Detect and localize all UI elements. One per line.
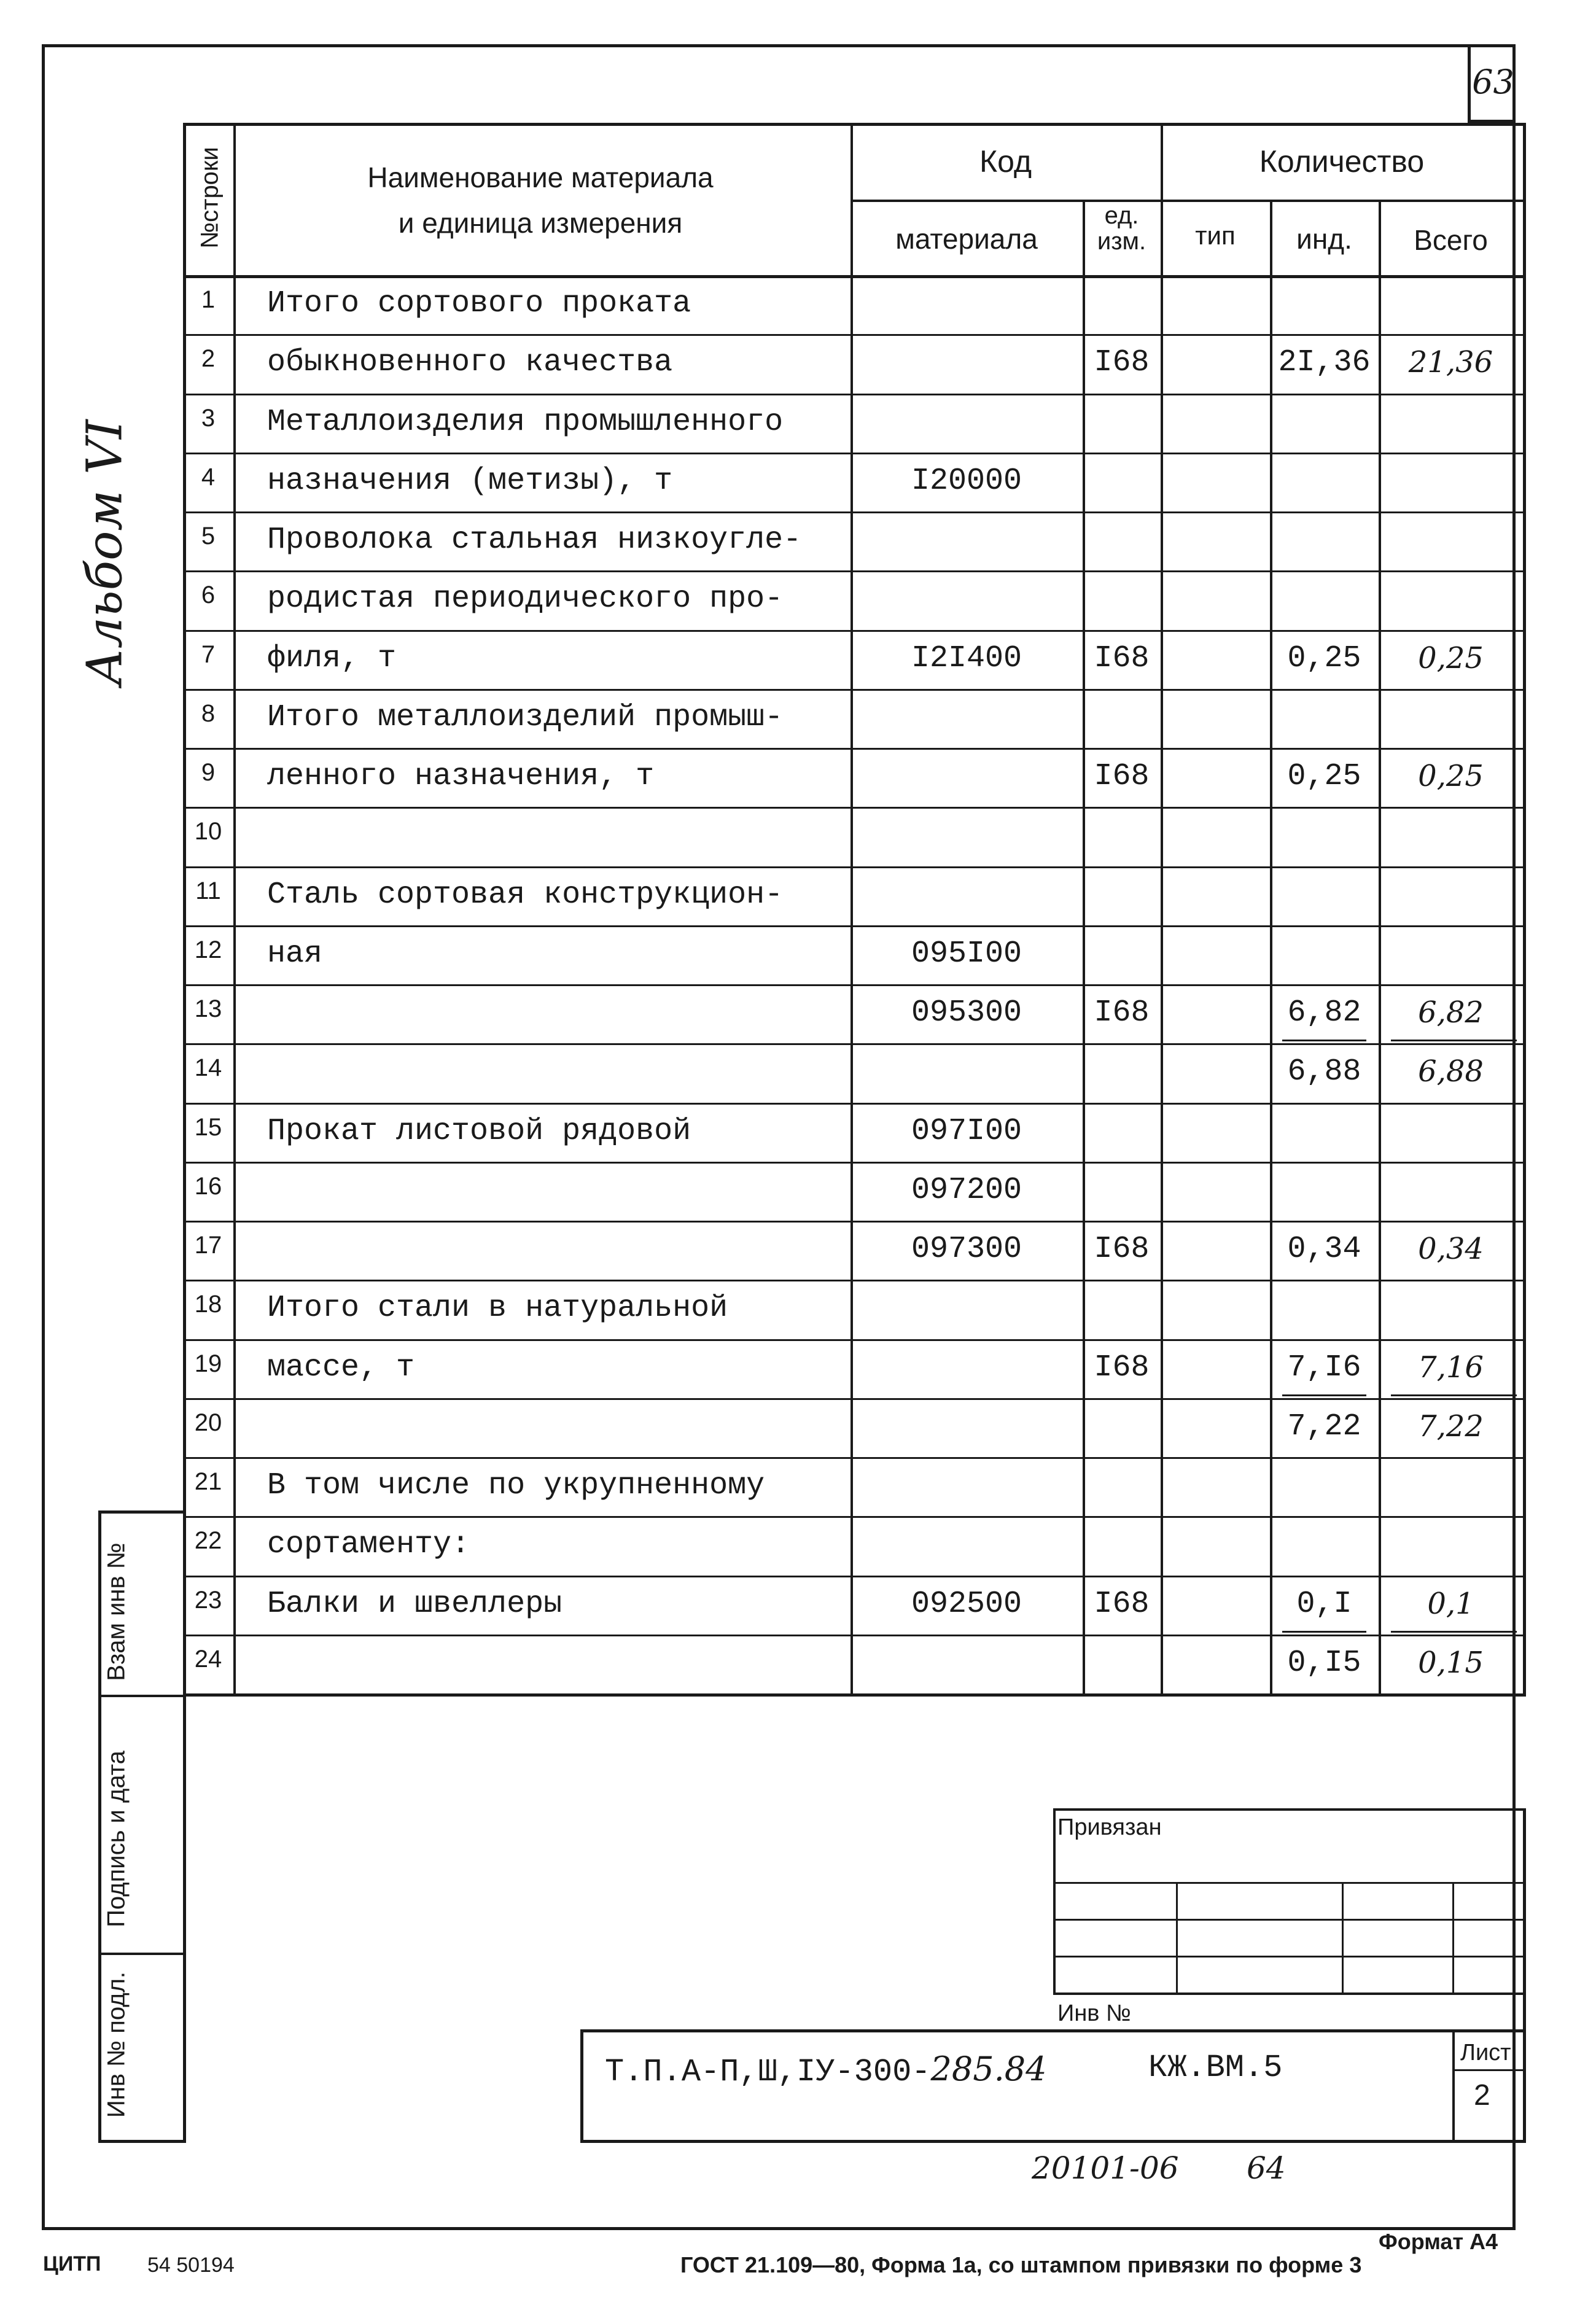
row-line	[183, 1221, 1523, 1223]
row-number: 7	[201, 640, 216, 668]
row-number: 21	[194, 1468, 222, 1495]
header-type: тип	[1195, 221, 1236, 250]
row-line	[183, 1162, 1523, 1164]
row-number: 24	[194, 1645, 222, 1673]
row-line	[183, 394, 1523, 395]
title-block-top	[580, 2029, 1523, 2032]
stamp-inv-no: Инв №	[1057, 2000, 1131, 2026]
row-unit: I68	[1094, 1350, 1150, 1385]
row-name: Металлоизделия промышленного	[267, 404, 784, 440]
row-code: 097I00	[911, 1113, 1022, 1149]
row-number: 20	[194, 1409, 222, 1436]
row-name: Сталь сортовая конструкцион-	[267, 877, 784, 912]
row-total: 21,36	[1408, 345, 1493, 380]
header-total: Всего	[1414, 224, 1488, 256]
row-unit: I68	[1094, 1232, 1150, 1267]
row-number: 12	[194, 936, 222, 963]
stamp-right	[1523, 1808, 1526, 2143]
row-line	[183, 748, 1523, 750]
row-code: 095300	[911, 995, 1022, 1030]
page-number: 63	[1468, 44, 1516, 123]
row-line	[183, 984, 1523, 986]
row-line	[183, 1398, 1523, 1400]
header-code: Код	[979, 144, 1032, 179]
row-name: Итого сортового проката	[267, 286, 691, 321]
row-ind: 0,I5	[1287, 1645, 1361, 1681]
row-unit: I68	[1094, 995, 1150, 1030]
side-strip-divider	[98, 1953, 183, 1955]
row-line	[183, 1457, 1523, 1459]
header-material: материала	[895, 223, 1038, 255]
header-unit: ед. изм.	[1097, 202, 1146, 255]
row-line	[183, 1576, 1523, 1577]
value-underline	[1282, 1631, 1366, 1633]
row-name: родистая периодического про-	[267, 581, 784, 617]
row-code: I2I400	[911, 640, 1022, 676]
row-code: 095I00	[911, 936, 1022, 971]
side-label-inv-podl: Инв № подл.	[103, 1971, 130, 2118]
row-number: 4	[201, 463, 216, 491]
footer-order: 54 50194	[147, 2253, 235, 2277]
stamp-col	[1176, 1882, 1178, 1992]
row-code: I20000	[911, 463, 1022, 499]
row-number: 10	[194, 818, 222, 846]
row-name: Проволока стальная низкоугле-	[267, 523, 802, 558]
column-line	[1270, 200, 1272, 1693]
ref-number: 20101-06	[1032, 2150, 1179, 2186]
row-name: Балки и швеллеры	[267, 1586, 562, 1622]
row-line	[183, 925, 1523, 927]
row-total: 7,16	[1418, 1350, 1484, 1385]
header-bottom-line	[183, 275, 1523, 278]
row-line	[183, 511, 1523, 513]
column-line	[1083, 200, 1085, 1693]
row-unit: I68	[1094, 759, 1150, 794]
stamp-col	[1342, 1882, 1344, 1992]
side-strip-bottom	[98, 2140, 183, 2143]
row-total: 0,25	[1418, 759, 1484, 793]
designation-prefix: Т.П.А-П,Ш,IУ-300-	[605, 2054, 931, 2090]
row-total: 0,15	[1418, 1645, 1484, 1680]
row-total: 0,25	[1418, 640, 1484, 675]
row-ind: 6,82	[1287, 995, 1361, 1030]
column-line	[1379, 200, 1381, 1693]
row-number: 17	[194, 1232, 222, 1259]
row-number: 19	[194, 1350, 222, 1377]
row-code: 092500	[911, 1586, 1022, 1622]
stamp-list-value: 2	[1474, 2079, 1490, 2112]
title-block-bottom	[580, 2140, 1523, 2143]
side-label-signature: Подпись и дата	[103, 1751, 130, 1927]
row-line	[183, 334, 1523, 336]
stamp-left	[1053, 1808, 1056, 1992]
row-name: сортаменту:	[267, 1527, 470, 1563]
side-strip-right	[183, 1693, 186, 2143]
row-number: 11	[195, 877, 221, 904]
row-number: 9	[201, 759, 216, 786]
row-number: 14	[194, 1054, 222, 1082]
title-block-left	[580, 2029, 583, 2141]
table-right-border	[1523, 123, 1526, 1693]
footer-org: ЦИТП	[43, 2252, 101, 2276]
row-number: 16	[194, 1172, 222, 1200]
value-underline	[1282, 1394, 1366, 1396]
row-line	[183, 1280, 1523, 1281]
row-ind: 2I,36	[1278, 345, 1371, 381]
title-block-col	[1452, 2029, 1455, 2141]
row-total: 7,22	[1418, 1409, 1484, 1444]
row-number: 2	[201, 345, 216, 373]
row-ind: 7,I6	[1287, 1350, 1361, 1385]
row-name: обыкновенного качества	[267, 345, 673, 381]
row-number: 3	[201, 404, 216, 432]
row-code: 097300	[911, 1232, 1022, 1267]
row-line	[183, 1103, 1523, 1105]
row-number: 22	[194, 1527, 222, 1555]
row-number: 6	[201, 581, 216, 609]
row-name: назначения (метизы), т	[267, 463, 673, 499]
row-line	[183, 1043, 1523, 1045]
stamp-list-label: Лист	[1460, 2040, 1511, 2066]
row-total: 0,34	[1418, 1232, 1484, 1266]
row-unit: I68	[1094, 345, 1150, 381]
row-number: 5	[201, 523, 216, 550]
row-ind: 7,22	[1287, 1409, 1361, 1444]
header-name-line1: Наименование материала	[367, 161, 714, 193]
row-line	[183, 630, 1523, 632]
row-line	[183, 1635, 1523, 1636]
side-strip-divider	[98, 1695, 183, 1697]
row-name: В том числе по укрупненному	[267, 1468, 765, 1503]
stamp-col	[1452, 1882, 1454, 1992]
row-ind: 0,34	[1287, 1232, 1361, 1267]
row-ind: 0,I	[1296, 1586, 1352, 1622]
row-number: 18	[194, 1291, 222, 1318]
row-unit: I68	[1094, 640, 1150, 676]
row-line	[183, 1516, 1523, 1518]
row-line	[183, 453, 1523, 454]
row-number: 1	[201, 286, 216, 313]
stamp-mark: КЖ.ВМ.5	[1148, 2050, 1283, 2086]
header-ind: инд.	[1296, 223, 1352, 255]
row-total: 0,1	[1427, 1586, 1474, 1621]
side-strip-left	[98, 1510, 101, 2143]
row-ind: 6,88	[1287, 1054, 1361, 1090]
row-total: 6,82	[1418, 995, 1484, 1030]
row-line	[183, 807, 1523, 809]
stamp-designation	[605, 2050, 1046, 2090]
value-underline	[1391, 1040, 1517, 1041]
row-name: филя, т	[267, 640, 397, 676]
row-ind: 0,25	[1287, 640, 1361, 676]
header-mid-line	[851, 200, 1523, 202]
value-underline	[1391, 1631, 1517, 1633]
footer-format: Формат А4	[1379, 2229, 1498, 2254]
table-top-border	[183, 123, 1523, 126]
row-line	[183, 866, 1523, 868]
side-strip-top	[98, 1510, 183, 1514]
row-name: Итого металлоизделий промыш-	[267, 699, 784, 735]
row-name: ленного назначения, т	[267, 759, 655, 794]
ref-page: 64	[1247, 2150, 1286, 2186]
row-number: 23	[194, 1586, 222, 1614]
row-line	[183, 689, 1523, 691]
row-name: Прокат листовой рядовой	[267, 1113, 691, 1149]
row-line	[183, 1339, 1523, 1341]
footer-gost: ГОСТ 21.109—80, Форма 1а, со штампом привязки по форме 3	[680, 2252, 1362, 2277]
row-number: 15	[194, 1113, 222, 1141]
album-label: Альбом VI	[76, 419, 133, 686]
value-underline	[1391, 1394, 1517, 1396]
row-number: 13	[194, 995, 222, 1022]
row-name: Итого стали в натуральной	[267, 1291, 728, 1326]
title-block-list-line	[1452, 2069, 1523, 2071]
row-code: 097200	[911, 1172, 1022, 1208]
row-line	[183, 570, 1523, 572]
value-underline	[1282, 1040, 1366, 1041]
row-total: 6,88	[1418, 1054, 1484, 1089]
header-quantity: Количество	[1259, 144, 1425, 179]
designation-number: 285.84	[930, 2050, 1047, 2088]
stamp-top	[1053, 1808, 1523, 1811]
row-number: 8	[201, 699, 216, 727]
stamp-privyazan: Привязан	[1057, 1814, 1162, 1840]
row-name: ная	[267, 936, 323, 971]
header-row-number: №строки	[196, 147, 224, 249]
row-unit: I68	[1094, 1586, 1150, 1622]
table-bottom-border	[183, 1693, 1526, 1697]
row-name: массе, т	[267, 1350, 415, 1385]
header-name-line2: и единица измерения	[398, 207, 683, 239]
stamp-line	[1053, 1992, 1523, 1995]
row-ind: 0,25	[1287, 759, 1361, 794]
side-label-vzam: Взам инв №	[103, 1542, 130, 1681]
